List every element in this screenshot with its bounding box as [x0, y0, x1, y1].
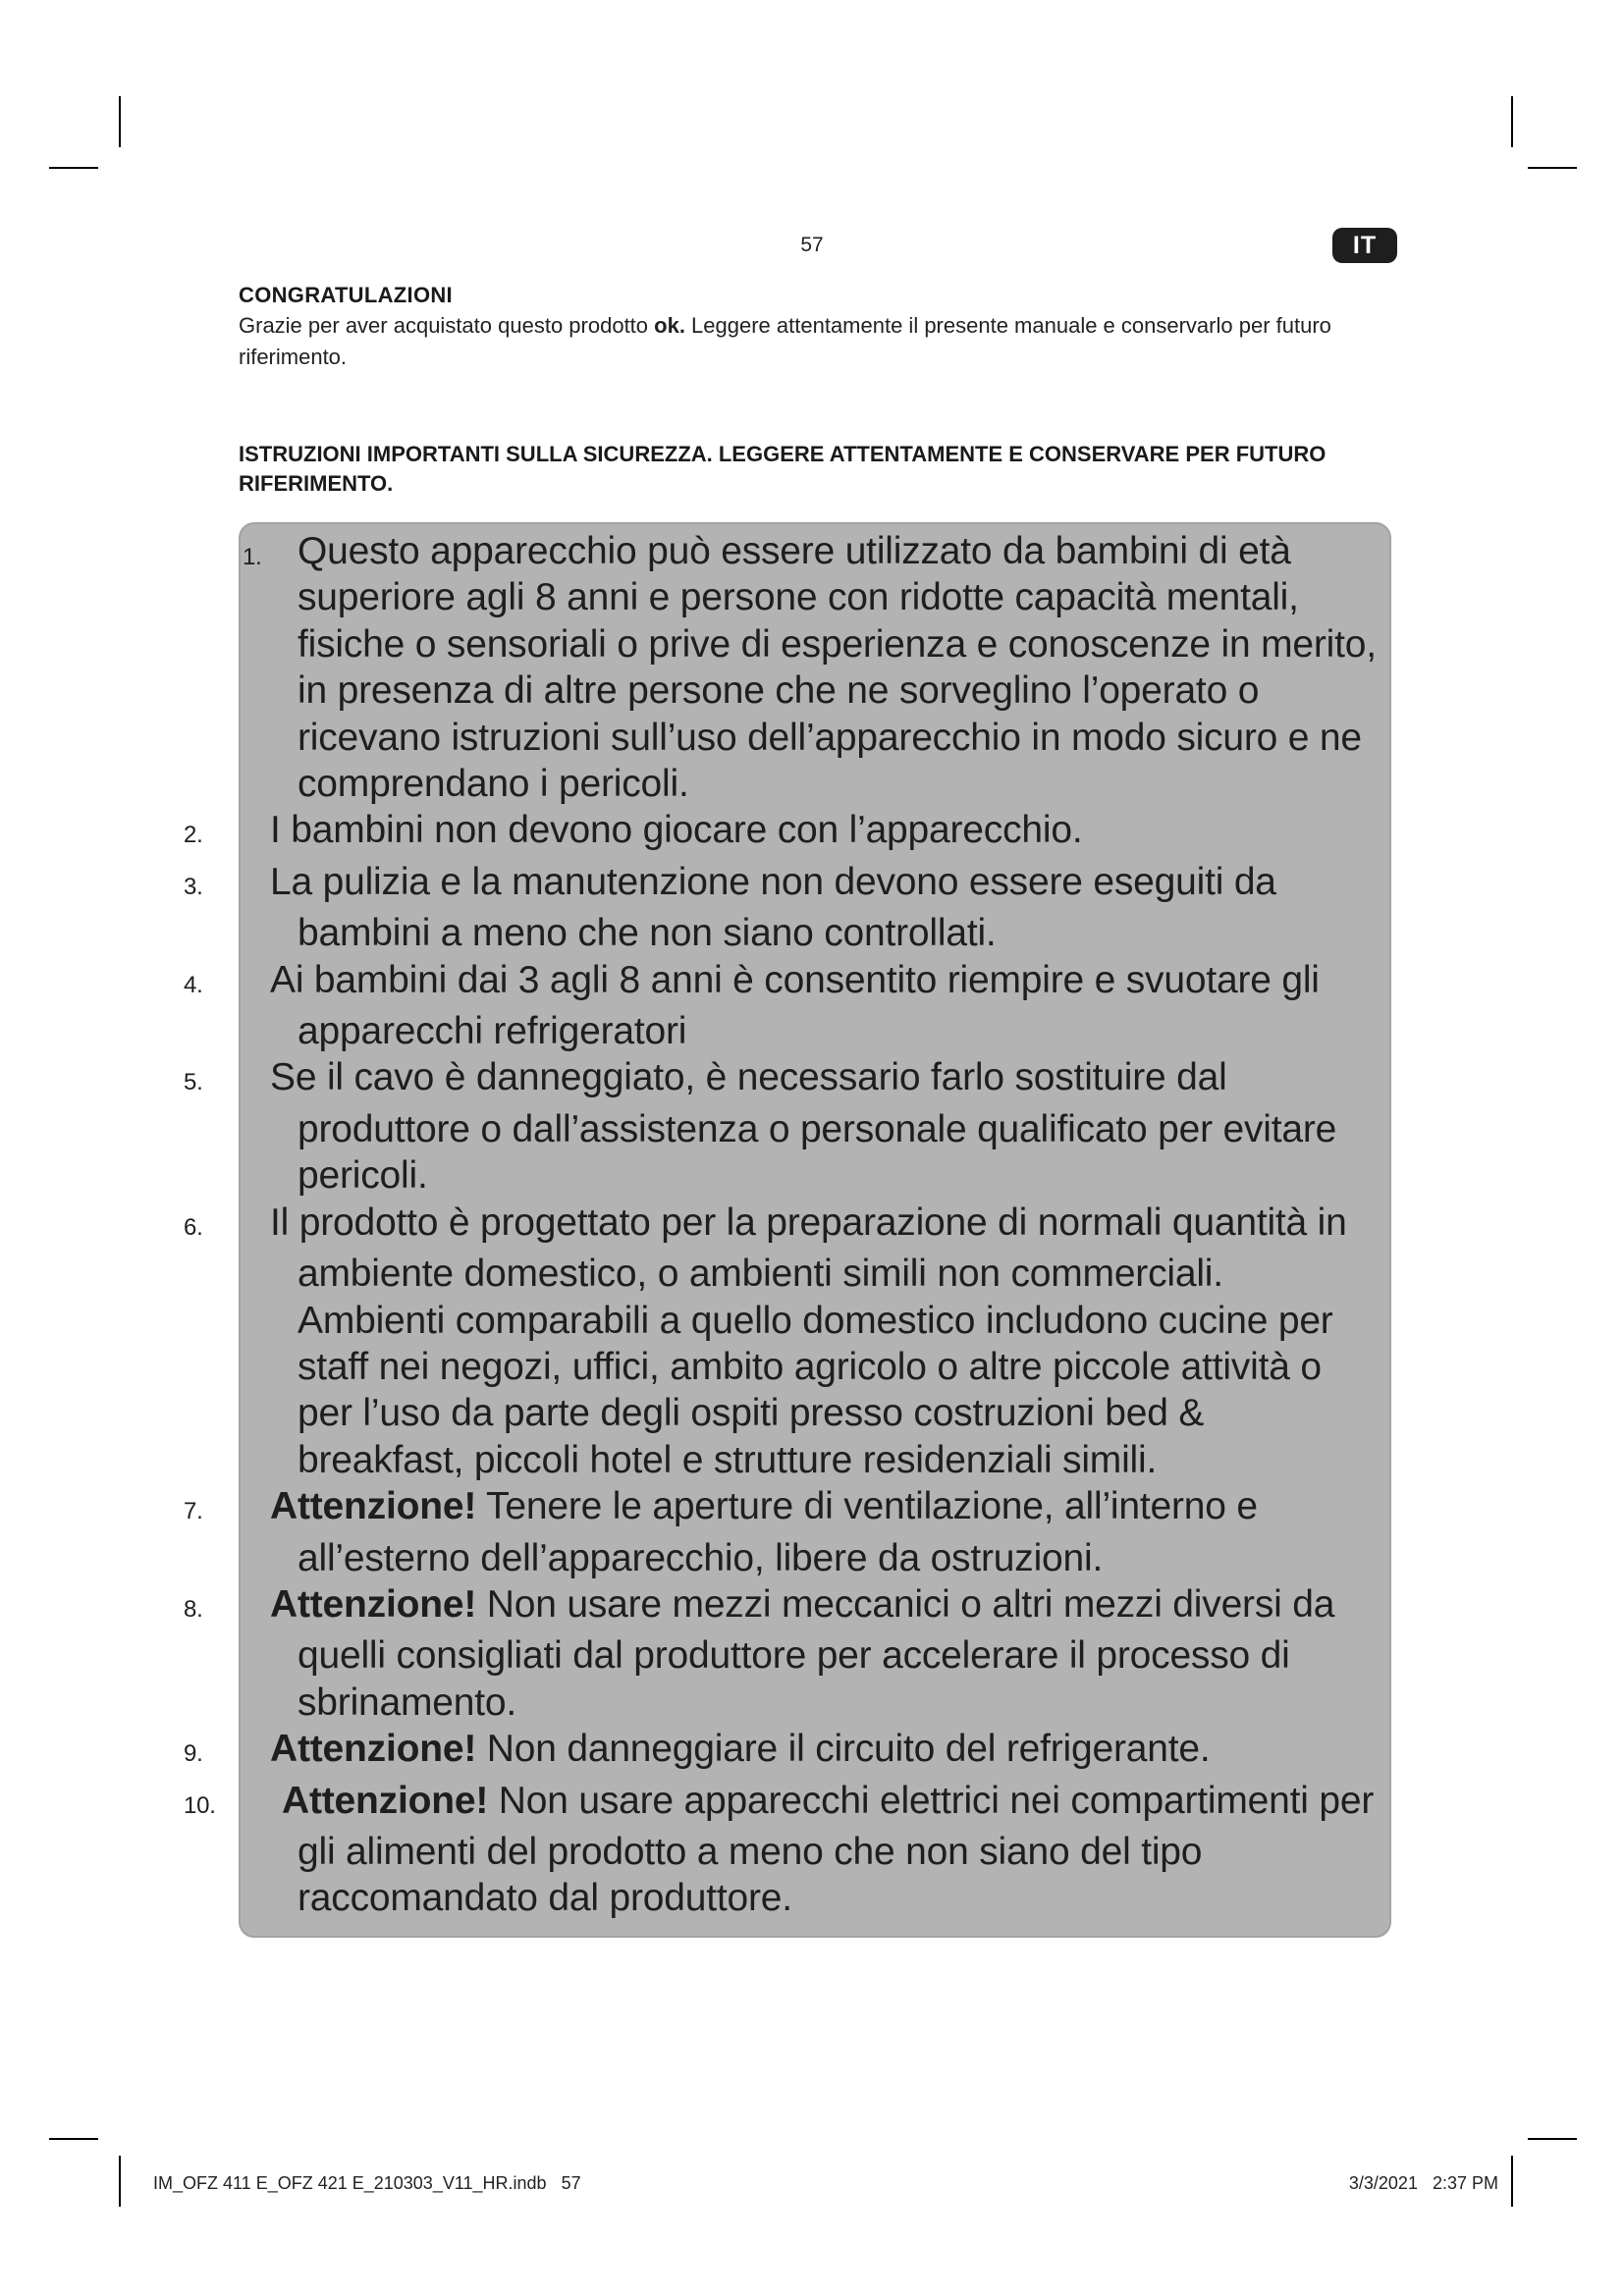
item-text: Questo apparecchio può essere utilizzato da bambini di età superiore agli 8 anni e persone con ridotte capacità mentali, fisiche o sensoriali o prive di esperienza e conoscenze in merito, in presenza di altre persone che ne sorveglino l’operato o ricevano istruzioni sull’uso dell’apparecchio in modo sicuro e ne comprendano i pericoli. — [298, 530, 1377, 806]
item-number: 8. — [184, 1595, 203, 1623]
item-number: 6. — [184, 1213, 203, 1241]
safety-list — [184, 528, 1378, 1922]
crop-mark — [119, 2156, 121, 2207]
intro-section — [239, 281, 1397, 373]
safety-item-1 — [241, 528, 1378, 807]
crop-mark — [1511, 2156, 1513, 2207]
safety-item-8 — [184, 1581, 1378, 1726]
safety-item-7 — [184, 1483, 1378, 1581]
warning-label: Attenzione! — [282, 1779, 489, 1822]
item-text: Il prodotto è progettato per la preparazione di normali quantità in ambiente domestico, o ambienti simili non commerciali. Ambienti comparabili a quello domestico includono cucine per staff nei negozi, uffici, ambito agricolo o altre piccole attività o per l’uso da parte degli ospiti presso costruzioni bed & breakfast, piccoli hotel e strutture residenziali simili. — [270, 1201, 1347, 1481]
item-text: Non danneggiare il circuito del refrigerante. — [476, 1728, 1211, 1771]
warning-label: Attenzione! — [270, 1485, 477, 1528]
crop-mark — [49, 167, 98, 169]
safety-item-5 — [184, 1054, 1378, 1199]
intro-text-before: Grazie per aver acquistato questo prodotto — [239, 313, 655, 338]
language-badge: IT — [1332, 228, 1397, 263]
item-number: 7. — [184, 1498, 203, 1525]
item-number: 10. — [184, 1791, 216, 1819]
safety-title: ISTRUZIONI IMPORTANTI SULLA SICUREZZA. LEGGERE ATTENTAMENTE E CONSERVARE PER FUTURO RIFERIMENTO. — [239, 442, 1326, 496]
footer-date-time: 3/3/2021 2:37 PM — [1348, 2173, 1498, 2193]
item-number: 4. — [184, 971, 203, 998]
intro-text — [239, 310, 1397, 373]
item-text: I bambini non devono giocare con l’apparecchio. — [270, 809, 1083, 852]
crop-mark — [49, 2138, 98, 2140]
item-number: 9. — [184, 1740, 203, 1768]
item-number: 5. — [184, 1069, 203, 1096]
safety-item-3 — [184, 859, 1378, 957]
item-text: Se il cavo è danneggiato, è necessario farlo sostituire dal produttore o dall’assistenza o personale qualificato per evitare pericoli. — [270, 1056, 1337, 1198]
safety-item-4 — [184, 957, 1378, 1055]
crop-mark — [1511, 96, 1513, 147]
warning-label: Attenzione! — [270, 1728, 477, 1771]
safety-item-9 — [184, 1726, 1378, 1777]
item-text: La pulizia e la manutenzione non devono essere eseguiti da bambini a meno che non siano controllati. — [270, 860, 1276, 955]
warning-label: Attenzione! — [270, 1582, 477, 1626]
safety-item-6 — [184, 1200, 1378, 1483]
brand-name: ok. — [654, 313, 685, 338]
item-number: 3. — [184, 873, 203, 900]
intro-text-after: Leggere attentamente il presente manuale e conservarlo per futuro riferimento. — [239, 313, 1331, 369]
item-number: 2. — [184, 822, 203, 849]
footer-file-name: IM_OFZ 411 E_OFZ 421 E_210303_V11_HR.indb 57 — [153, 2173, 581, 2193]
item-text: Non usare apparecchi elettrici nei compartimenti per gli alimenti del prodotto a meno che non siano del tipo raccomandato dal produttore. — [298, 1779, 1375, 1920]
item-text: Ai bambini dai 3 agli 8 anni è consentito riempire e svuotare gli apparecchi refrigeratori — [270, 958, 1320, 1053]
safety-item-2 — [184, 807, 1378, 858]
crop-mark — [119, 96, 121, 147]
crop-mark — [1528, 167, 1577, 169]
safety-item-10 — [184, 1778, 1378, 1922]
safety-box — [184, 522, 1391, 1938]
item-text: Non usare mezzi meccanici o altri mezzi diversi da quelli consigliati dal produttore per accelerare il processo di sbrinamento. — [298, 1582, 1335, 1724]
crop-mark — [1528, 2138, 1577, 2140]
page-number: 57 — [800, 234, 824, 256]
item-number: 1. — [243, 544, 262, 570]
intro-title: CONGRATULAZIONI — [239, 283, 453, 307]
item-text: Tenere le aperture di ventilazione, all’interno e all’esterno dell’apparecchio, libere da ostruzioni. — [298, 1485, 1258, 1579]
